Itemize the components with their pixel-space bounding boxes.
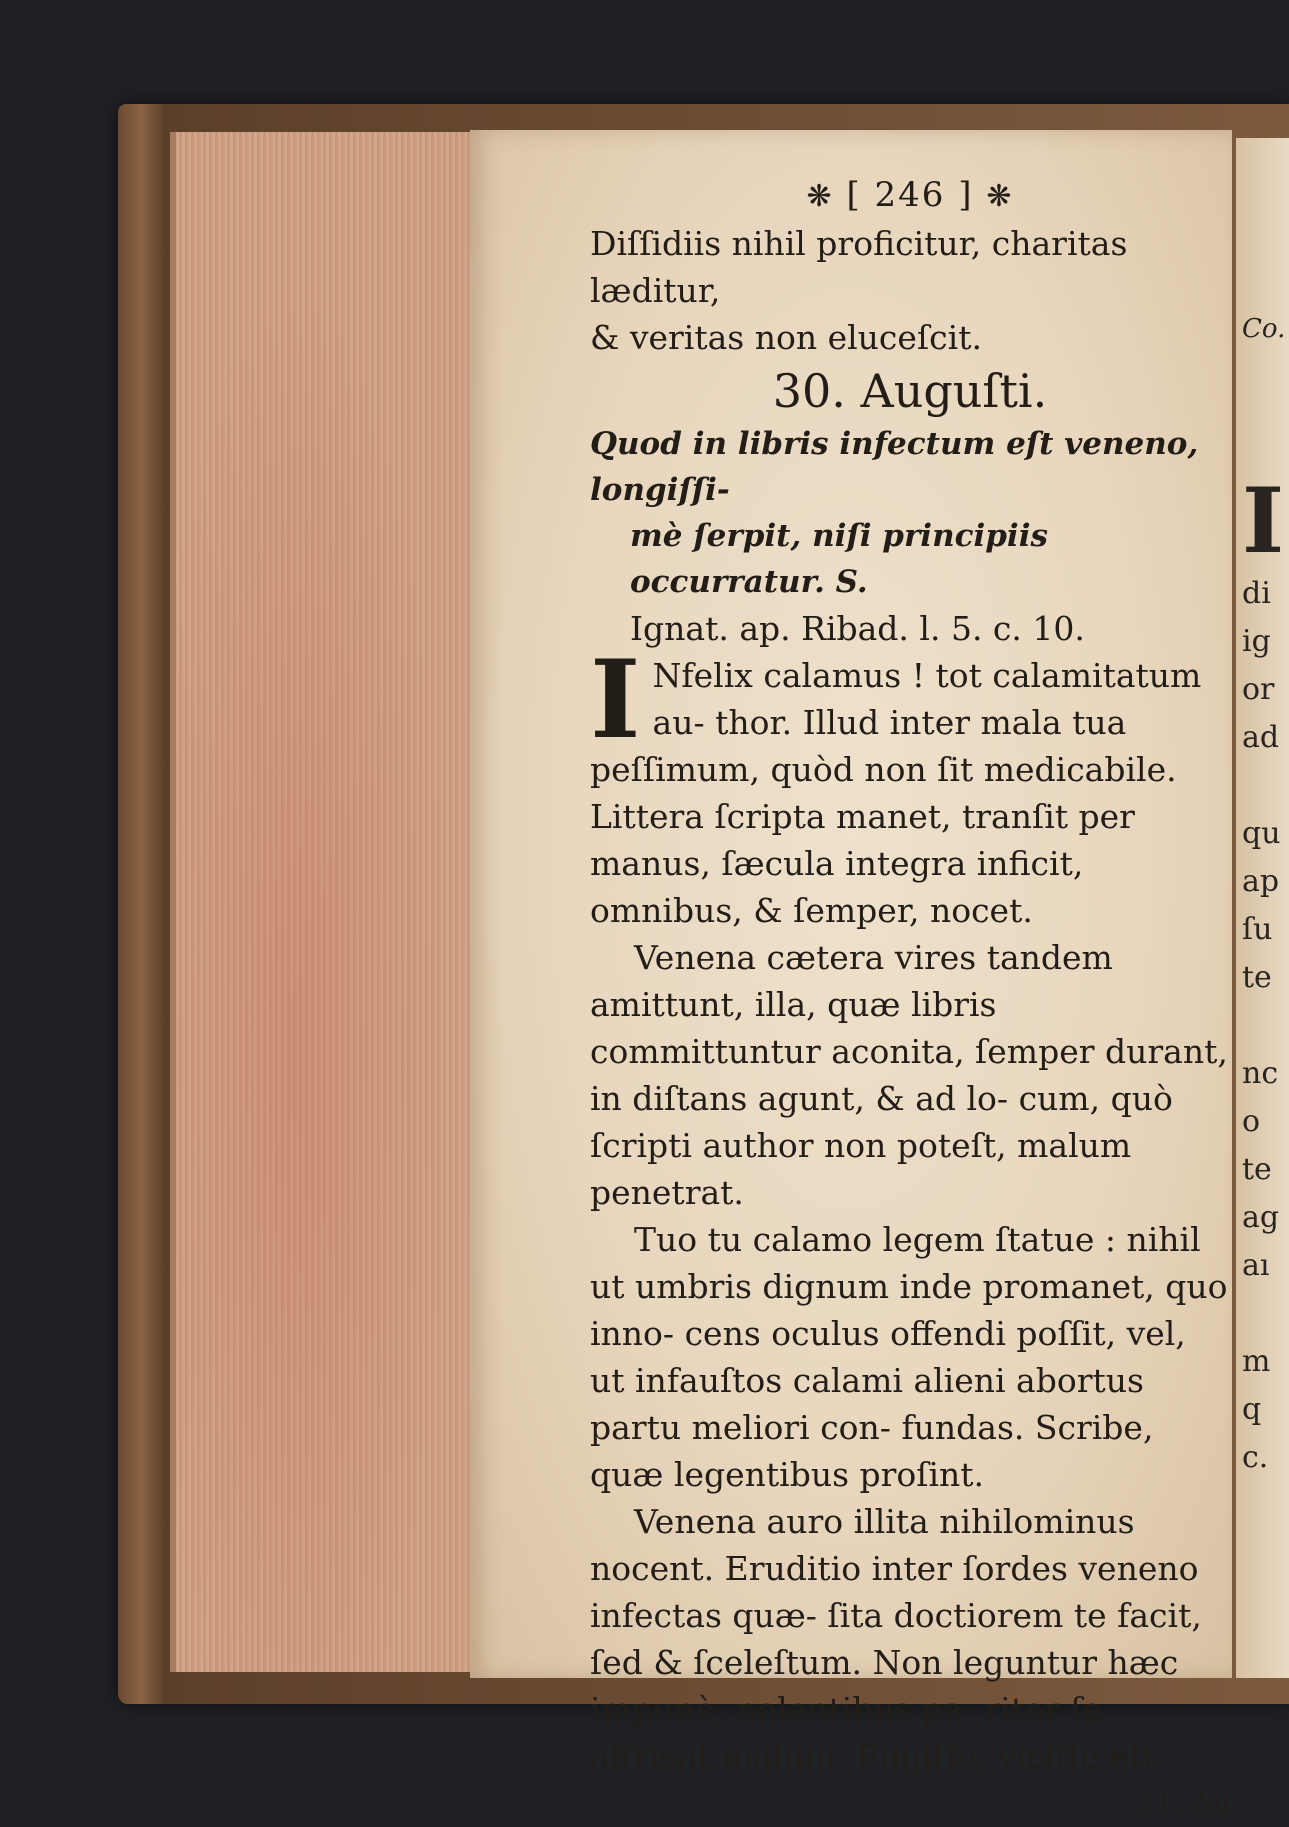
facing-fragment: ig	[1242, 624, 1271, 659]
paragraph-2: Venena cætera vires tandem amittunt, illa, quæ libris committuntur aconita, ſemper durant, in diſtans agunt, & ad lo- cum, quò ſcripti author non poteſt, malum penetrat.	[590, 938, 1228, 1212]
quote-line-2: mè ſerpit, niſi principiis occurratur. S.	[630, 518, 1048, 600]
date-heading: 30. Auguſti.	[772, 364, 1048, 418]
paragraph-4: Venena auro illita nihilominus nocent. Eruditio inter ſordes veneno infectas quæ- ſita doctiorem te facit, ſed & ſceleſtum. Non leguntur hæc impunè, nolentibus pa- riter ſe affricat malum. Fugiſſe, viciſſe eſt.	[590, 1502, 1202, 1776]
facing-fragment: qu	[1242, 816, 1281, 851]
facing-fragment: or	[1242, 672, 1275, 707]
page-text	[590, 172, 1230, 1827]
drop-cap: I	[590, 637, 641, 763]
facing-fragment: aı	[1242, 1248, 1270, 1283]
quote-reference: Ignat. ap. Ribad. l. 5. c. 10.	[630, 609, 1085, 648]
facing-fragment: q	[1242, 1392, 1262, 1427]
facing-fragment: te	[1242, 1152, 1272, 1187]
book-page	[470, 130, 1232, 1820]
facing-fragment: o	[1242, 1104, 1261, 1139]
facing-fragment: ſu	[1242, 912, 1273, 947]
ornament-right-icon: ❋	[986, 179, 1014, 214]
paragraph-3: Tuo tu calamo legem ſtatue : nihil ut umbris dignum inde promanet, quo inno- cens oculus offendi poſſit, vel, ut infauſtos calami alieni abortus partu meliori con- fundas. Scribe, quæ legentibus proſint.	[590, 1220, 1228, 1494]
facing-fragment: nc	[1242, 1056, 1279, 1091]
facing-fragment: ad	[1242, 720, 1280, 755]
facing-fragment: ag	[1242, 1200, 1280, 1235]
facing-fragment: m	[1242, 1344, 1271, 1379]
paragraph-1-text: Nfelix calamus ! tot calamitatum au- thor. Illud inter mala tua peſſimum, quòd non ſit medicabile. Littera ſcripta manet, tranſit per manus, ſæcula integra inficit, omnibus, & ſemper, nocet.	[590, 656, 1202, 930]
facing-fragment: di	[1242, 576, 1271, 611]
page-header	[590, 172, 1230, 220]
facing-fragment: c.	[1242, 1440, 1269, 1475]
paragraph-1	[590, 637, 1230, 934]
facing-fragment: Co.	[1242, 314, 1286, 344]
intro-line-1: Diſſidiis nihil proficitur, charitas læditur,	[590, 224, 1128, 310]
page-number: [ 246 ]	[846, 175, 974, 215]
ornament-left-icon: ❋	[806, 179, 834, 214]
facing-fragment: I	[1242, 468, 1285, 574]
page-block-edge	[170, 132, 482, 1672]
facing-fragment: te	[1242, 960, 1272, 995]
quote-line-1: Quod in libris infectum eſt veneno, longiſſi-	[590, 426, 1199, 508]
facing-fragment: ap	[1242, 864, 1280, 899]
facing-page-edge	[1236, 138, 1289, 1678]
intro-line-2: & veritas non eluceſcit.	[590, 318, 982, 357]
catchword: 31. Au	[1138, 1787, 1230, 1820]
